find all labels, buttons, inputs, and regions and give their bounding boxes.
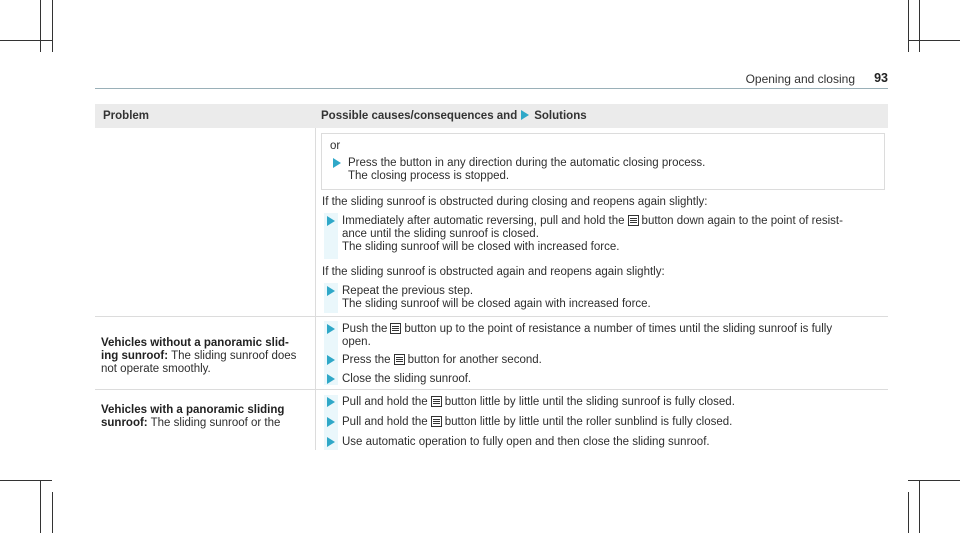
step-text: Close the sliding sunroof. [342, 373, 472, 385]
condition-text: If the sliding sunroof is obstructed again and reopens again slightly: [322, 266, 665, 278]
arrow-right-icon [327, 417, 335, 427]
step-text: ance until the sliding sunroof is closed. [342, 228, 539, 240]
arrow-right-icon [327, 374, 335, 384]
problem-heading-bold: sunroof: [101, 417, 148, 429]
problem-text: not operate smoothly. [101, 363, 211, 375]
step-text: Use automatic operation to fully open and then close the sliding sunroof. [342, 436, 710, 448]
problem-heading [101, 337, 289, 350]
step-text [342, 323, 832, 336]
arrow-right-icon [327, 286, 335, 296]
arrow-right-icon [327, 216, 335, 226]
arrow-right-icon [521, 110, 529, 120]
step-text: Repeat the previous step. [342, 285, 474, 297]
step-text-part: button up to the point of resistance a number of times until the sliding sunroof is fully [404, 323, 833, 335]
problem-heading [101, 404, 284, 417]
step-text [342, 416, 732, 429]
page-number: 93 [874, 71, 888, 85]
step-result: The closing process is stopped. [348, 170, 510, 182]
column-divider [315, 128, 316, 450]
arrow-right-icon [327, 397, 335, 407]
sunroof-switch-icon [628, 215, 639, 226]
problem-heading [101, 417, 280, 430]
row-divider [95, 316, 888, 317]
column-header-problem: Problem [103, 110, 150, 122]
step-text-part: Immediately after automatic reversing, pull and hold the [342, 215, 625, 227]
step-text: open. [342, 336, 371, 348]
arrow-right-icon [327, 437, 335, 447]
step-result: The sliding sunroof will be closed with increased force. [342, 241, 620, 253]
arrow-right-icon [327, 324, 335, 334]
condition-text: If the sliding sunroof is obstructed during closing and reopens again slightly: [322, 196, 708, 208]
sunroof-switch-icon [431, 416, 442, 427]
step-text [342, 354, 542, 367]
problem-heading-bold: Vehicles with a panoramic sliding [101, 404, 285, 416]
problem-heading-bold: Vehicles without a panoramic slid- [101, 337, 289, 349]
step-text-part: Pull and hold the [342, 396, 428, 408]
column-header-solutions-label: Possible causes/consequences and [321, 110, 518, 122]
column-header-solutions [321, 110, 587, 122]
step-text: Press the button in any direction during the automatic closing process. [348, 157, 706, 169]
step-text-part: button little by little until the roller sunblind is fully closed. [444, 416, 733, 428]
column-header-solutions-label-2: Solutions [534, 110, 587, 122]
table-header [95, 104, 888, 128]
sunroof-switch-icon [431, 396, 442, 407]
section-title: Opening and closing [745, 72, 855, 86]
problem-heading [101, 350, 296, 363]
sunroof-switch-icon [390, 323, 401, 334]
header-rule [95, 88, 888, 89]
problem-text: The sliding sunroof does [171, 350, 297, 362]
step-text-part: Press the [342, 354, 391, 366]
step-text-part: button for another second. [407, 354, 542, 366]
or-label: or [330, 140, 341, 152]
step-text-part: Push the [342, 323, 388, 335]
step-text-part: button little by little until the sliding sunroof is fully closed. [444, 396, 735, 408]
row-divider [95, 389, 888, 390]
step-text-part: Pull and hold the [342, 416, 428, 428]
problem-heading-bold: ing sunroof: [101, 350, 169, 362]
problem-text: The sliding sunroof or the [150, 417, 281, 429]
step-text [342, 215, 843, 228]
arrow-right-icon [327, 355, 335, 365]
step-text-part: button down again to the point of resist- [641, 215, 843, 227]
arrow-right-icon [333, 158, 341, 168]
sunroof-switch-icon [394, 354, 405, 365]
step-text [342, 396, 735, 409]
step-result: The sliding sunroof will be closed again with increased force. [342, 298, 651, 310]
